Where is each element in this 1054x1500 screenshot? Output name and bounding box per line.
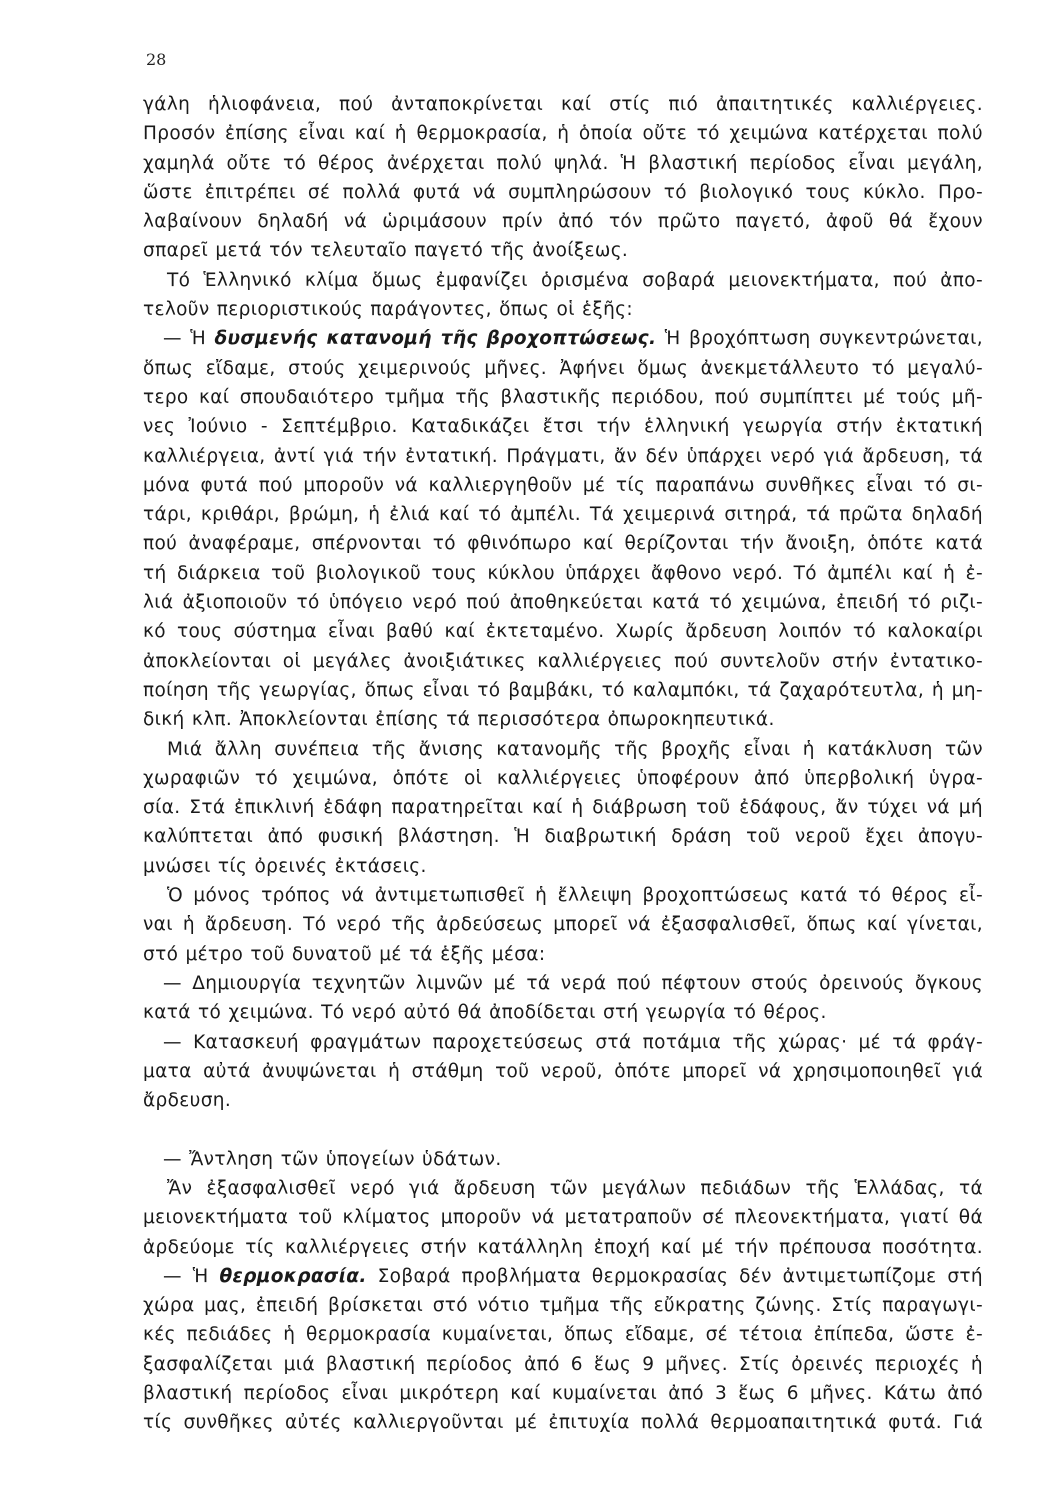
line-prefix: — Ἡ	[163, 328, 215, 350]
text-line: μνώσει τίς ὀρεινές ἐκτάσεις.	[143, 855, 427, 877]
text-line: Προσόν ἐπίσης εἶναι καί ἡ θερμοκρασία, ἡ ὁποία οὔτε τό χειμώνα κατέρχεται πολύ	[143, 123, 983, 145]
text-line: ὅπως εἴδαμε, στούς χειμερινούς μῆνες. Ἀφήνει ὅμως ἀνεκμετάλλευτο τό μεγαλύ-	[143, 357, 983, 379]
text-line: τάρι, κριθάρι, βρώμη, ἡ ἐλιά καί τό ἀμπέλι. Τά χειμερινά σιτηρά, τά πρῶτα δηλαδή	[143, 504, 983, 526]
text-line: πού ἀναφέραμε, σπέρνονται τό φθινόπωρο καί θερίζονται τήν ἄνοιξη, ὁπότε κατά	[143, 533, 983, 555]
text-line: δική κλπ. Ἀποκλείονται ἐπίσης τά περισσότερα ὀπωροκηπευτικά.	[143, 709, 775, 731]
text-line: Ὁ μόνος τρόπος νά ἀντιμετωπισθεῖ ἡ ἔλλειψη βροχοπτώσεως κατά τό θέρος εἶ-	[167, 885, 983, 907]
text-line: κατά τό χειμώνα. Τό νερό αὐτό θά ἀποδίδεται στή γεωργία τό θέρος.	[143, 1002, 827, 1024]
text-line: χώρα μας, ἐπειδή βρίσκεται στό νότιο τμῆμα τῆς εὔκρατης ζώνης. Στίς παραγωγι-	[143, 1295, 983, 1317]
main-text	[143, 90, 983, 1438]
text-line: ἄρδευση.	[143, 1090, 232, 1112]
text-line: ναι ἡ ἄρδευση. Τό νερό τῆς ἀρδεύσεως μπορεῖ νά ἐξασφαλισθεῖ, ὅπως καί γίνεται,	[143, 914, 983, 936]
page-number: 28	[146, 50, 167, 69]
text-line: ὥστε ἐπιτρέπει σέ πολλά φυτά νά συμπληρώσουν τό βιολογικό τους κύκλο. Προ-	[143, 181, 983, 203]
text-line: νες Ἰούνιο - Σεπτέμβριο. Καταδικάζει ἔτσι τήν ἑλληνική γεωργία στήν ἐκτατική	[143, 416, 983, 438]
text-line: — Ἄντληση τῶν ὑπογείων ὑδάτων.	[163, 1148, 502, 1170]
text-line: βλαστική περίοδος εἶναι μικρότερη καί κυμαίνεται ἀπό 3 ἕως 6 μῆνες. Κάτω ἀπό	[143, 1383, 983, 1405]
text-line: — Κατασκευή φραγμάτων παροχετεύσεως στά ποτάμια τῆς χώρας· μέ τά φράγ-	[163, 1031, 983, 1053]
line-suffix: Ἡ βροχόπτωση συγκεντρώνεται,	[656, 328, 983, 350]
text-line: λαβαίνουν δηλαδή νά ὡριμάσουν πρίν ἀπό τόν πρῶτο παγετό, ἀφοῦ θά ἔχουν	[143, 211, 983, 233]
text-line: ποίηση τῆς γεωργίας, ὅπως εἶναι τό βαμβάκι, τό καλαμπόκι, τά ζαχαρότευτλα, ἡ μη-	[143, 679, 983, 701]
text-line: χαμηλά οὔτε τό θέρος ἀνέρχεται πολύ ψηλά. Ἡ βλαστική περίοδος εἶναι μεγάλη,	[143, 152, 983, 174]
text-line: ματα αὐτά ἀνυψώνεται ἡ στάθμη τοῦ νεροῦ, ὁπότε μπορεῖ νά χρησιμοποιηθεῖ γιά	[143, 1060, 983, 1082]
text-line: Ἄν ἐξασφαλισθεῖ νερό γιά ἄρδευση τῶν μεγάλων πεδιάδων τῆς Ἑλλάδας, τά	[167, 1177, 983, 1199]
text-line: καλλιέργεια, ἀντί γιά τήν ἐντατική. Πράγματι, ἄν δέν ὑπάρχει νερό γιά ἄρδευση, τά	[143, 445, 983, 467]
text-line: Τό Ἑλληνικό κλίμα ὅμως ἐμφανίζει ὁρισμένα σοβαρά μειονεκτήματα, πού ἀπο-	[167, 269, 983, 291]
text-line-emphasis	[143, 324, 983, 353]
text-line: — Δημιουργία τεχνητῶν λιμνῶν μέ τά νερά πού πέφτουν στούς ὀρεινούς ὄγκους	[163, 972, 983, 994]
text-line: κό τους σύστημα εἶναι βαθύ καί ἐκτεταμένο. Χωρίς ἄρδευση λοιπόν τό καλοκαίρι	[143, 621, 983, 643]
text-line: μόνα φυτά πού μποροῦν νά καλλιεργηθοῦν μέ τίς παραπάνω συνθῆκες εἶναι τό σι-	[143, 474, 983, 496]
text-line: σία. Στά ἐπικλινή ἐδάφη παρατηρεῖται καί ἡ διάβρωση τοῦ ἐδάφους, ἄν τύχει νά μή	[143, 797, 983, 819]
emphasis-heading-rainfall: δυσμενής κατανομή τῆς βροχοπτώσεως.	[214, 328, 657, 350]
text-line: ἀρδεύομε τίς καλλιέργειες στήν κατάλληλη ἐποχή καί μέ τήν πρέπουσα ποσότητα.	[143, 1236, 983, 1258]
text-line: καλύπτεται ἀπό φυσική βλάστηση. Ἡ διαβρωτική δράση τοῦ νεροῦ ἔχει ἀπογυ-	[143, 826, 983, 848]
text-line: τή διάρκεια τοῦ βιολογικοῦ τους κύκλου ὑπάρχει ἄφθονο νερό. Τό ἀμπέλι καί ἡ ἐ-	[143, 562, 983, 584]
text-line: τελοῦν περιοριστικούς παράγοντες, ὅπως οἱ ἑξῆς:	[143, 299, 633, 321]
emphasis-heading-temperature: θερμοκρασία.	[219, 1265, 367, 1287]
text-line: ξασφαλίζεται μιά βλαστική περίοδος ἀπό 6 ἕως 9 μῆνες. Στίς ὀρεινές περιοχές ἡ	[143, 1353, 983, 1375]
blank-line	[143, 1115, 983, 1144]
line-prefix: — Ἡ	[163, 1265, 220, 1287]
text-line: λιά ἀξιοποιοῦν τό ὑπόγειο νερό πού ἀποθηκεύεται κατά τό χειμώνα, ἐπειδή τό ριζι-	[143, 592, 983, 614]
text-line: Μιά ἄλλη συνέπεια τῆς ἄνισης κατανομῆς τῆς βροχῆς εἶναι ἡ κατάκλυση τῶν	[167, 738, 983, 760]
text-line: ἀποκλείονται οἱ μεγάλες ἀνοιξιάτικες καλλιέργειες πού συντελοῦν στήν ἐντατικο-	[143, 650, 983, 672]
text-line: μειονεκτήματα τοῦ κλίματος μποροῦν νά μετατραποῦν σέ πλεονεκτήματα, γιατί θά	[143, 1207, 983, 1229]
text-line: σπαρεῖ μετά τόν τελευταῖο παγετό τῆς ἀνοίξεως.	[143, 240, 629, 262]
text-line: τερο καί σπουδαιότερο τμῆμα τῆς βλαστικῆς περιόδου, πού συμπίπτει μέ τούς μῆ-	[143, 386, 983, 408]
text-line: τίς συνθῆκες αὐτές καλλιεργοῦνται μέ ἐπιτυχία πολλά θερμοαπαιτητικά φυτά. Γιά	[143, 1412, 983, 1434]
text-line-emphasis	[143, 1262, 983, 1291]
text-line: γάλη ἡλιοφάνεια, πού ἀνταποκρίνεται καί στίς πιό ἀπαιτητικές καλλιέργειες.	[143, 94, 983, 115]
line-suffix: Σοβαρά προβλήματα θερμοκρασίας δέν ἀντιμετωπίζομε στή	[366, 1265, 983, 1287]
text-line: χωραφιῶν τό χειμώνα, ὁπότε οἱ καλλιέργειες ὑποφέρουν ἀπό ὑπερβολική ὑγρα-	[143, 767, 983, 789]
text-line: κές πεδιάδες ἡ θερμοκρασία κυμαίνεται, ὅπως εἴδαμε, σέ τέτοια ἐπίπεδα, ὥστε ἐ-	[143, 1324, 983, 1346]
text-line: στό μέτρο τοῦ δυνατοῦ μέ τά ἑξῆς μέσα:	[143, 943, 546, 965]
